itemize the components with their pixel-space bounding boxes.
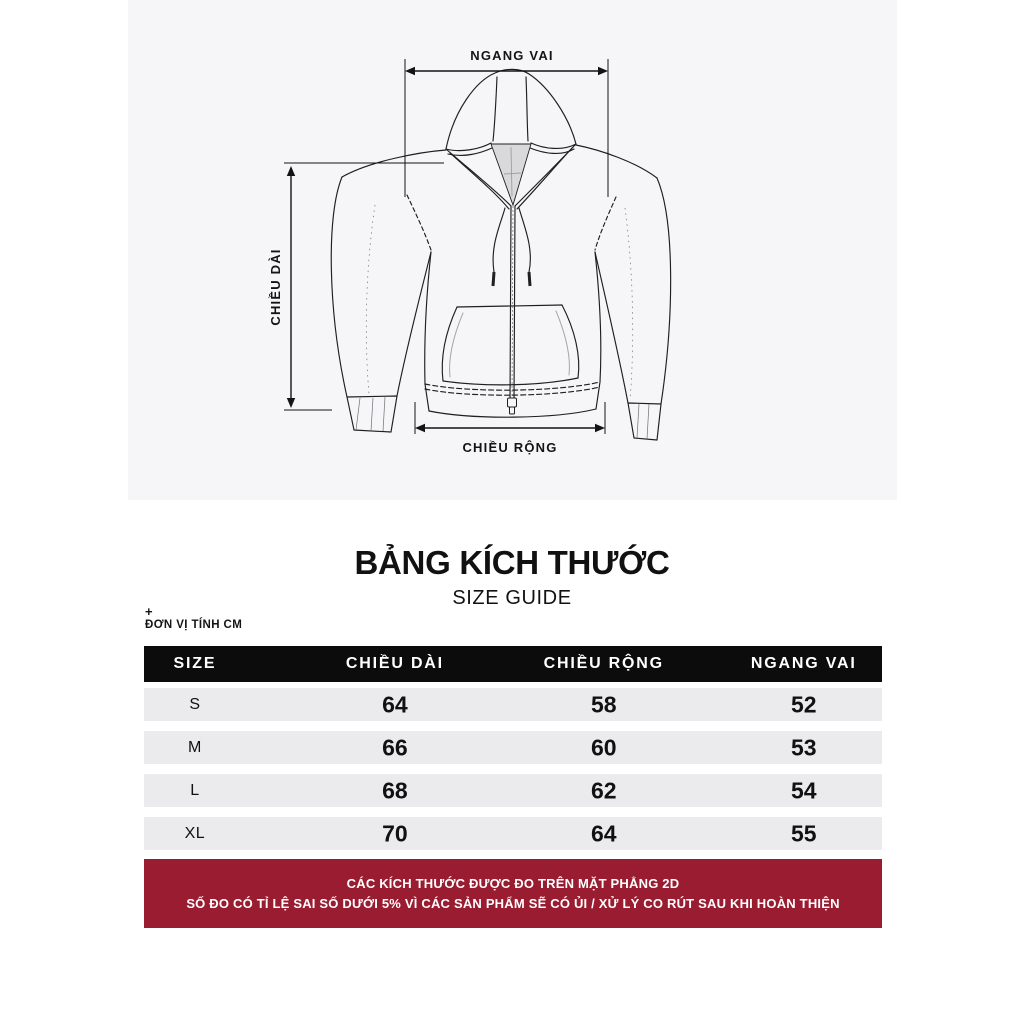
table-row: [144, 817, 882, 850]
column-header-length: CHIỀU DÀI: [345, 655, 444, 672]
drawstrings: [493, 208, 530, 286]
size-label: M: [188, 738, 202, 756]
width-value: 62: [590, 777, 617, 803]
column-header-width: CHIỀU RỘNG: [543, 655, 664, 672]
disclaimer-line-2: SỐ ĐO CÓ TỈ LỆ SAI SỐ DƯỚI 5% VÌ CÁC SẢN PHẨM SẼ CÓ ỦI / XỬ LÝ CO RÚT SAU KHI HOÀN THIỆN: [186, 896, 840, 911]
page-title: BẢNG KÍCH THƯỚC: [354, 544, 670, 581]
width-value: 64: [590, 820, 617, 846]
page-subtitle: SIZE GUIDE: [452, 587, 572, 609]
size-label: L: [190, 781, 200, 799]
hood-outline: [446, 69, 576, 155]
size-label: XL: [184, 824, 206, 842]
disclaimer-bar: [144, 859, 882, 928]
table-header-row: [144, 646, 882, 682]
hoodie-diagram-panel: [128, 0, 897, 500]
length-value: 70: [382, 820, 408, 846]
length-value: 64: [382, 691, 408, 717]
table-row: [144, 731, 882, 764]
table-row: [144, 774, 882, 807]
length-label: CHIỀU DÀI: [268, 248, 283, 326]
shoulder-value: 52: [790, 691, 817, 717]
shoulder-width-label: NGANG VAI: [470, 48, 554, 63]
shoulder-value: 53: [790, 734, 817, 760]
column-header-shoulder: NGANG VAI: [750, 655, 857, 672]
hoodie-technical-drawing: [128, 0, 897, 500]
width-value: 60: [590, 734, 617, 760]
width-value: 58: [590, 691, 617, 717]
size-label: S: [189, 695, 201, 713]
shoulder-value: 54: [790, 777, 817, 803]
column-header-size: SIZE: [173, 655, 217, 672]
shoulder-value: 55: [790, 820, 817, 846]
sleeves: [331, 177, 670, 404]
width-label: CHIỀU RỘNG: [462, 440, 558, 455]
title-block: [0, 544, 1024, 610]
unit-note: [145, 605, 242, 632]
size-table: [144, 646, 882, 850]
plus-mark: +: [145, 604, 153, 619]
disclaimer-line-1: CÁC KÍCH THƯỚC ĐƯỢC ĐO TRÊN MẶT PHẲNG 2D: [346, 876, 680, 891]
table-row: [144, 688, 882, 721]
zipper: [508, 206, 517, 414]
length-value: 68: [382, 777, 408, 803]
unit-note-text: ĐƠN VỊ TÍNH CM: [145, 619, 243, 631]
cuffs: [347, 396, 661, 440]
dimension-length: [268, 163, 444, 410]
length-value: 66: [382, 734, 408, 760]
